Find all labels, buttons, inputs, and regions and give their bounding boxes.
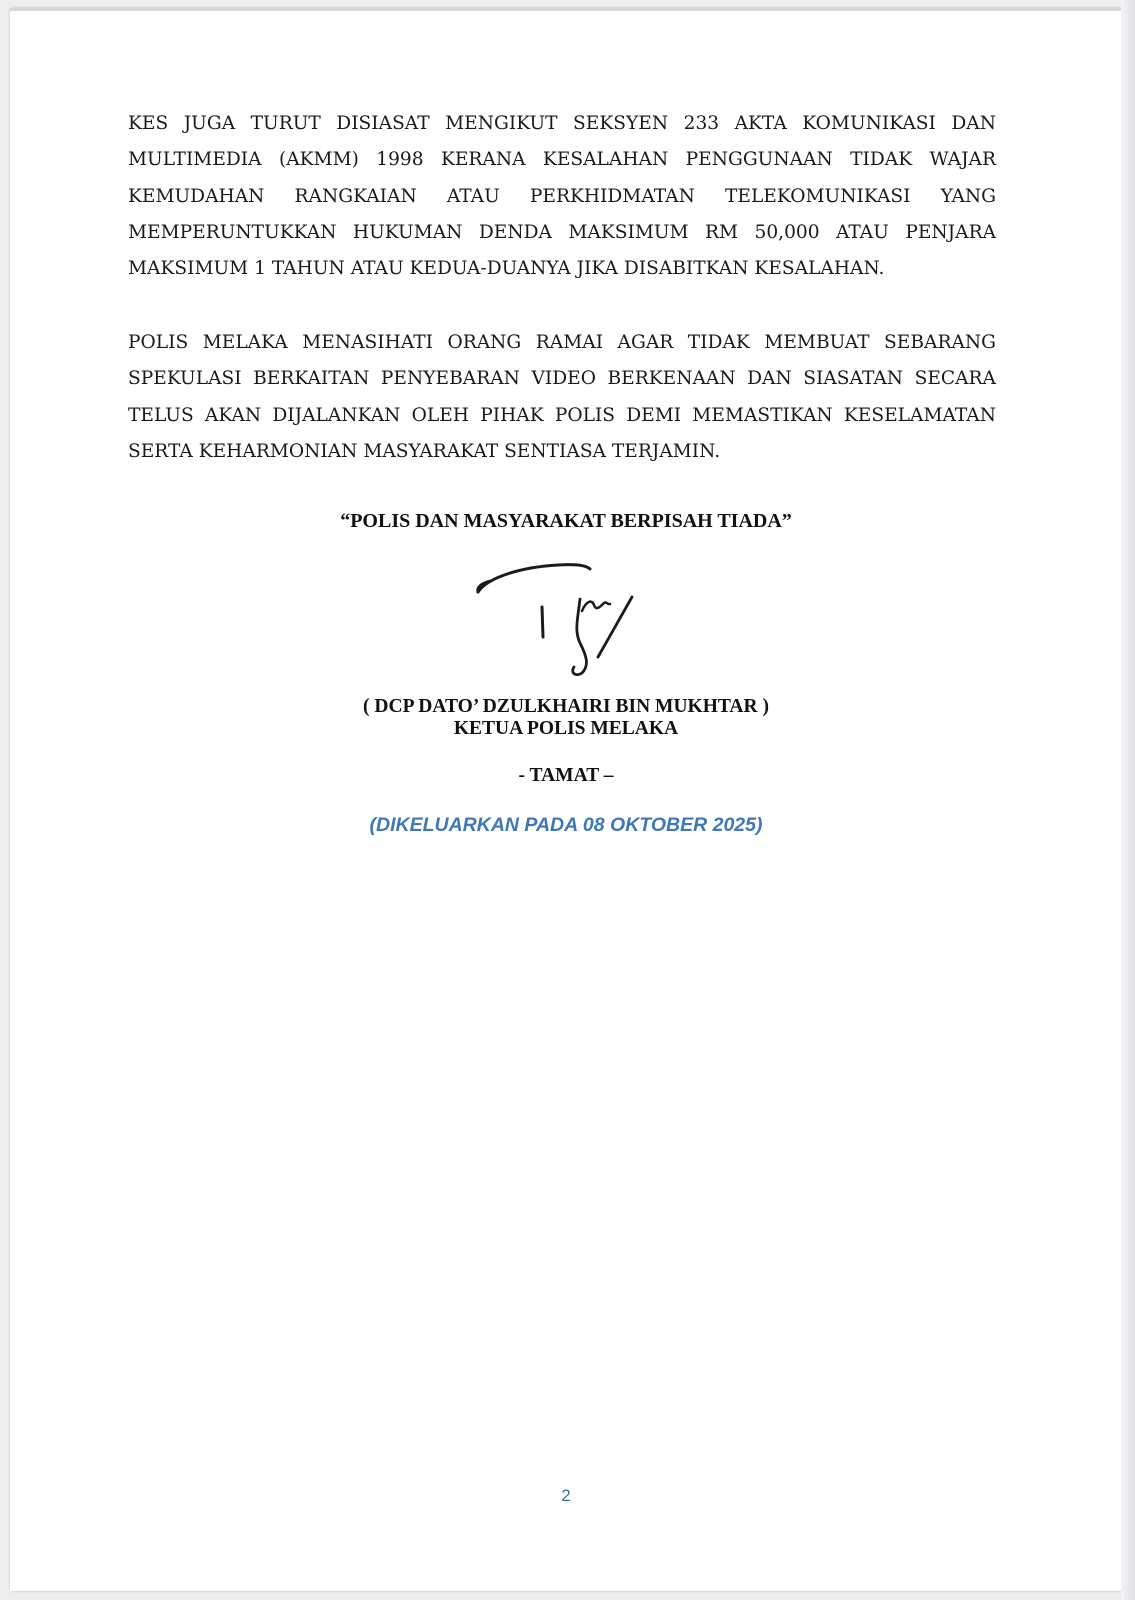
body-paragraph-1: KES JUGA TURUT DISIASAT MENGIKUT SEKSYEN 233 AKTA KOMUNIKASI DAN MULTIMEDIA (AKMM) 1998 KERANA KESALAHAN PENGGUNAAN TIDAK WAJAR KEMUDAHAN RANGKAIAN ATAU PERKHIDMATAN TELEKOMUNIKASI YANG MEMPERUNTUKKAN HUKUMAN DENDA MAKSIMUM RM 50,000 ATAU PENJARA MAKSIMUM 1 TAHUN ATAU KEDUA-DUANYA JIKA DISABITKAN KESALAHAN. xyxy=(128,113,996,280)
page-number: 2 xyxy=(561,1486,571,1505)
signatory-name: ( DCP DATO’ DZULKHAIRI BIN MUKHTAR ) xyxy=(363,696,769,717)
viewer-scroll-edge[interactable] xyxy=(1121,0,1135,1600)
document-page xyxy=(10,8,1122,1591)
signatory-title: KETUA POLIS MELAKA xyxy=(453,718,679,739)
slogan: “POLIS DAN MASYARAKAT BERPISAH TIADA” xyxy=(340,510,792,532)
end-marker: - TAMAT – xyxy=(518,765,614,786)
issued-date: (DIKELUARKAN PADA 08 OKTOBER 2025) xyxy=(369,814,763,836)
signature-icon xyxy=(470,559,660,681)
body-paragraph-2: POLIS MELAKA MENASIHATI ORANG RAMAI AGAR TIDAK MEMBUAT SEBARANG SPEKULASI BERKAITAN PENYEBARAN VIDEO BERKENAAN DAN SIASATAN SECARA TELUS AKAN DIJALANKAN OLEH PIHAK POLIS DEMI MEMASTIKAN KESELAMATAN SERTA KEHARMONIAN MASYARAKAT SENTIASA TERJAMIN. xyxy=(128,332,996,462)
